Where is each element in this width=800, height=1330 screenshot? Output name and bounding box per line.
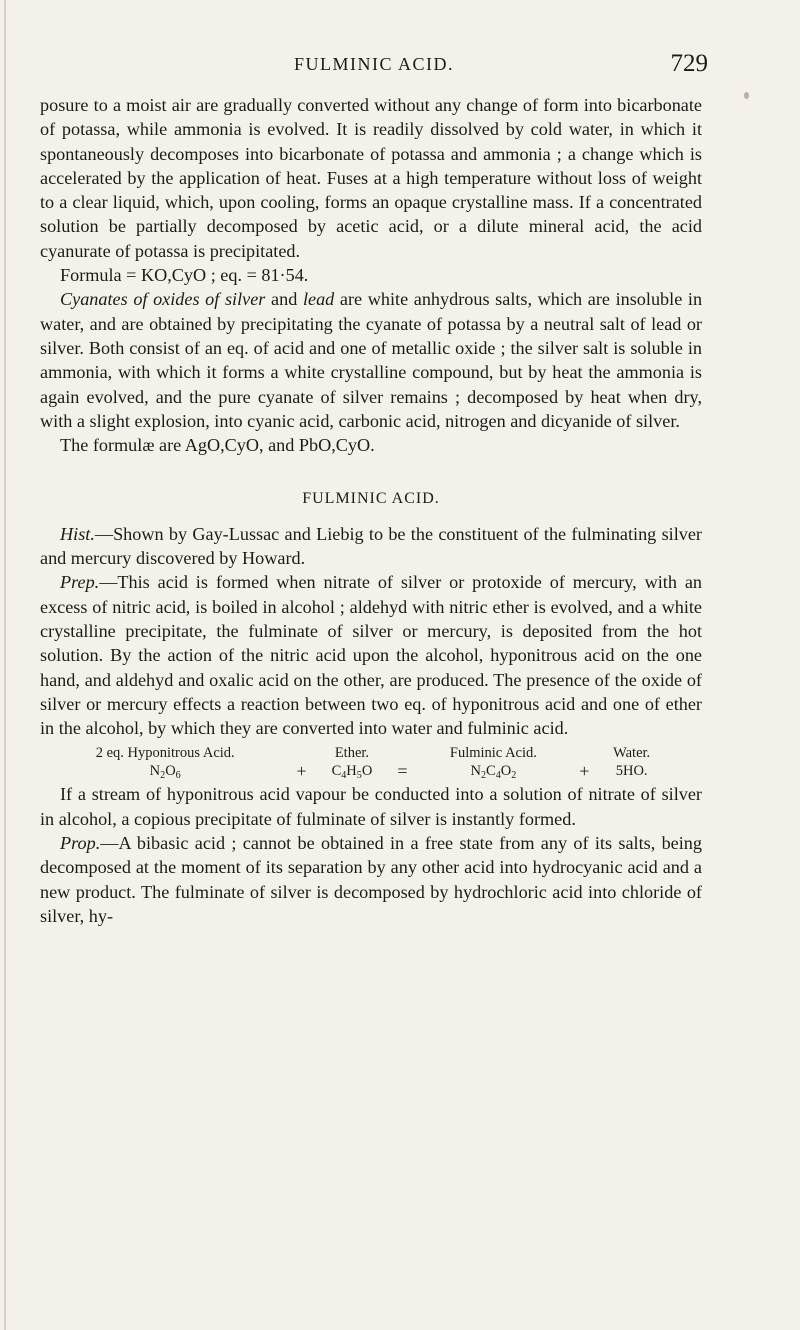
term-hyponitrous: $N_2O_6$ <box>149 763 181 782</box>
prep-text: —This acid is formed when nitrate of silver or protoxide of mercury, with an excess of nitric acid, is boiled in alcohol ; aldehyd with nitric ether is evolved, and a white crystalline precipitate, the fulminate of silver or mercury, is deposited from the hot solution. By the action of the nitric acid upon the alcohol, hyponitrous acid on the one hand, and aldehyd and oxalic acid on the other, are produced. The presence of the oxide of silver or mercury effects a reaction between two eq. of hyponitrous acid and one of ether in the alcohol, by which they are converted into water and fulminic acid. <box>40 572 702 739</box>
label-water: Water. <box>613 745 651 762</box>
formulae-line: The formulæ are AgO,CyO, and PbO,CyO. <box>60 435 375 456</box>
prop-label: Prop. <box>60 833 101 854</box>
lead-term: lead <box>302 289 335 310</box>
paragraph-history <box>40 522 702 571</box>
paragraph-cyanates-of-oxides <box>40 287 702 433</box>
term-ether: $C_4H_5O$ <box>331 763 373 782</box>
and-word: and <box>271 289 298 310</box>
cyanates-lead-in: Cyanates of oxides of <box>60 289 220 310</box>
term-water: 5HO. <box>615 763 648 780</box>
paragraph-stream: If a stream of hyponitrous acid vapour be conducted into a solution of nitrate of silver in alcohol, a copious precipitate of fulminate of silver is instantly formed. <box>40 784 702 829</box>
plus-sign: + <box>579 761 590 782</box>
page-body <box>40 93 702 928</box>
silver-term: silver <box>224 289 266 310</box>
hist-label: Hist. <box>60 523 95 544</box>
running-head: FULMINIC ACID. <box>293 54 454 74</box>
page-number: 729 <box>670 50 708 77</box>
paragraph-properties <box>40 831 702 928</box>
prop-text: —A bibasic acid ; cannot be obtained in a free state from any of its salts, being decomposed at the moment of its separation by any other acid into hydrocyanic acid and a new product. The fulminate of silver is decomposed by hydrochloric acid into chloride of silver, hy- <box>40 833 702 926</box>
paragraph-preparation <box>40 570 702 740</box>
equals-sign: = <box>397 761 408 782</box>
label-ether: Ether. <box>334 745 370 762</box>
formula-line: Formula = KO,CyO ; eq. = 81·54. <box>60 265 309 286</box>
page-gutter-shadow <box>4 0 6 1330</box>
term-fulminic: $N_2C_4O_2$ <box>470 763 517 782</box>
cyanates-text: are white anhydrous salts, which are insoluble in water, and are obtained by precipitating the cyanate of potassa by a neutral salt of lead or silver. Both consist of an eq. of acid and one of metallic oxide ; the silver salt is soluble in ammonia, with which it forms a white crystalline compound, but by heat the ammonia is again evolved, and the pure cyanate of silver remains ; decomposed by heat when dry, with a slight explosion, into cyanic acid, carbonic acid, nitrogen and dicyanide of silver. <box>40 289 703 431</box>
prep-label: Prep. <box>60 572 100 593</box>
label-hyponitrous: 2 eq. Hyponitrous Acid. <box>95 745 235 762</box>
section-heading: FULMINIC ACID. <box>302 490 440 508</box>
label-fulminic: Fulminic Acid. <box>449 745 537 762</box>
paragraph-cyanate-properties: posure to a moist air are gradually converted without any change of form into bicarbonate of potassa, while ammonia is evolved. It is readily dissolved by cold water, in which it spontaneously decomposes into bicarbonate of potassa and ammonia ; a change which is accelerated by the application of heat. Fuses at a high temperature without loss of weight to a clear liquid, which, upon cooling, forms an opaque crystalline mass. If a concentrated solution be partially decomposed by acetic acid, or a dilute mineral acid, the acid cyanurate of potassa is precipitated. <box>40 95 702 261</box>
margin-speck <box>744 92 749 99</box>
equation-labels-row <box>44 744 664 762</box>
hist-text: —Shown by Gay-Lussac and Liebig to be the constituent of the fulminating silver and mercury discovered by Howard. <box>40 523 702 569</box>
equation-formula-row <box>44 762 664 780</box>
plus-sign: + <box>296 761 307 782</box>
page-header <box>40 50 708 80</box>
reaction-equation <box>44 744 664 780</box>
